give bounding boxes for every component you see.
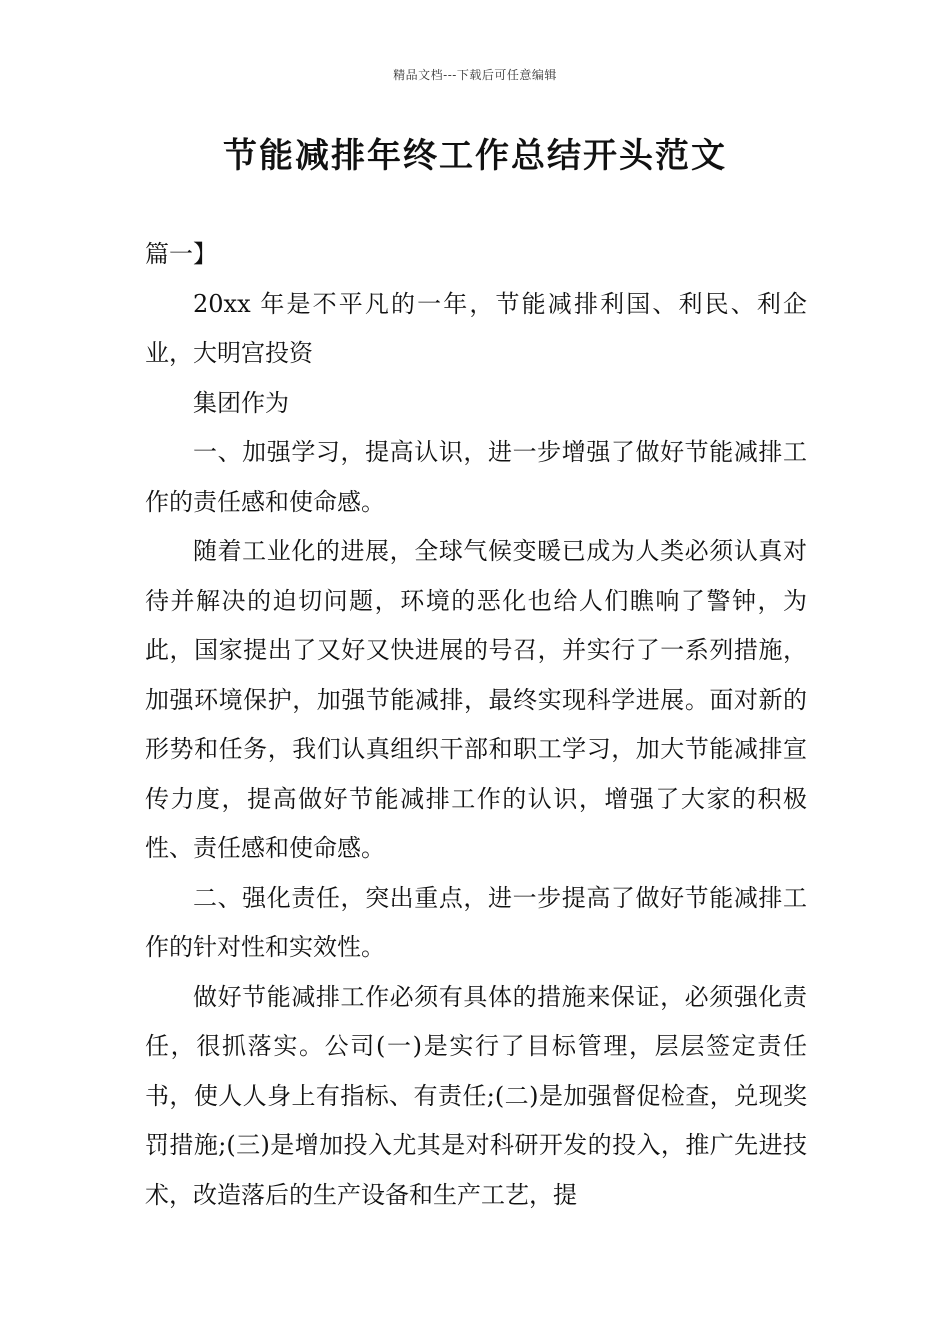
paragraph: 随着工业化的进展，全球气候变暖已成为人类必须认真对待并解决的迫切问题，环境的恶化也给人们瞧响了警钟，为此，国家提出了又好又快进展的号召，并实行了一系列措施，加强环境保护，加强节能减排，最终实现科学进展。面对新的形势和任务，我们认真组织干部和职工学习，加大节能减排宣传力度，提高做好节能减排工作的认识，增强了大家的积极性、责任感和使命感。 bbox=[145, 537, 807, 862]
paragraph: 集团作为 bbox=[193, 388, 289, 417]
header-note: 精品文档---下载后可任意编辑 bbox=[393, 68, 557, 82]
document-body bbox=[145, 230, 807, 1220]
section-label: 篇一】 bbox=[145, 240, 217, 268]
paragraph: 做好节能减排工作必须有具体的措施来保证，必须强化责任，很抓落实。公司(一)是实行了目标管理，层层签定责任书，使人人身上有指标、有责任;(二)是加强督促检查，兑现奖罚措施;(三)是增加投入尤其是对科研开发的投入，推广先进技术，改造落后的生产设备和生产工艺，提 bbox=[145, 982, 807, 1209]
paragraph-heading: 一、加强学习，提高认识，进一步增强了做好节能减排工作的责任感和使命感。 bbox=[145, 438, 807, 516]
page-title: 节能减排年终工作总结开头范文 bbox=[223, 136, 727, 176]
paragraph-heading: 二、强化责任，突出重点，进一步提高了做好节能减排工作的针对性和实效性。 bbox=[145, 883, 807, 961]
paragraph: 20xx 年是不平凡的一年，节能减排利国、利民、利企业，大明宫投资 bbox=[145, 289, 807, 367]
